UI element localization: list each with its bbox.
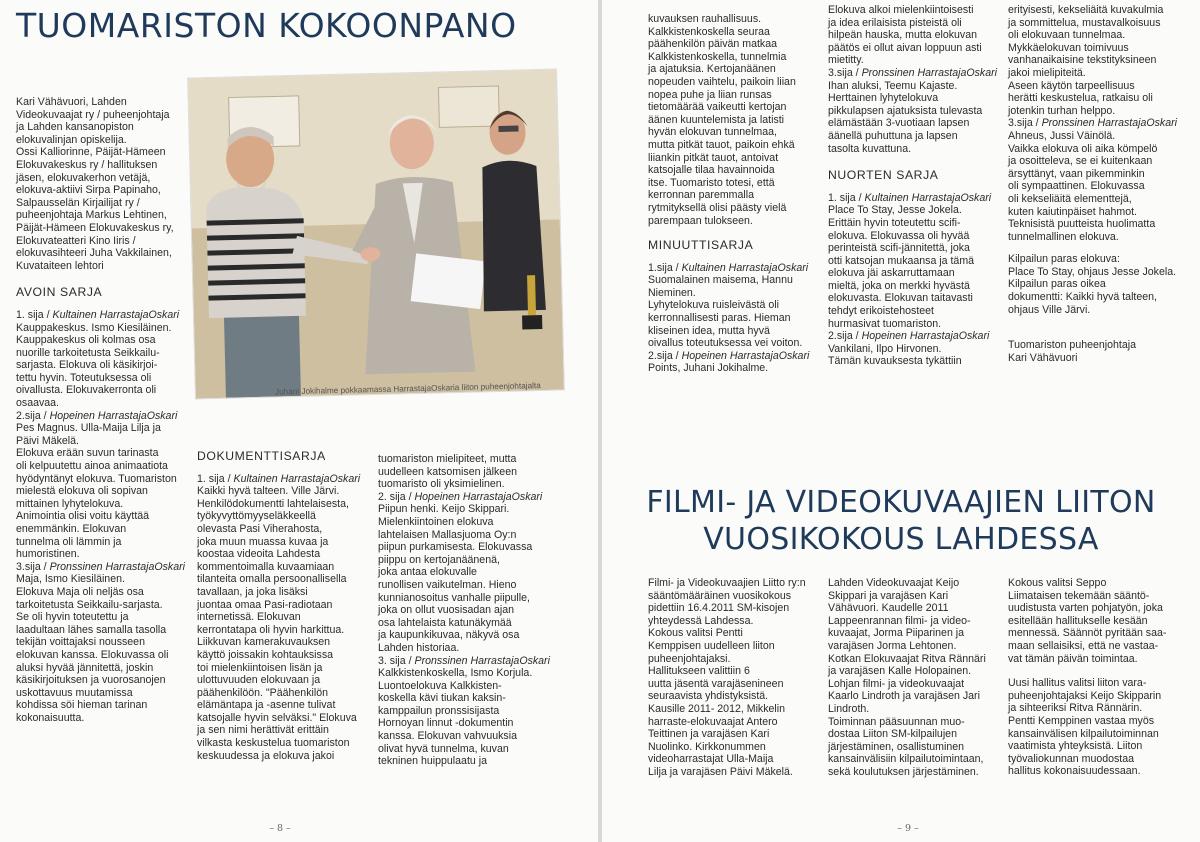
left-column-3 xyxy=(378,453,556,768)
min-3: 3.sija / Pronssinen HarrastajaOskari xyxy=(828,66,997,79)
left-page xyxy=(0,0,598,842)
nuo-2-text-continued: erityisesti, kekseliäitä kuvakulmia ja sommittelua, mustavalkoisuus oli elokuvaan tunnelmaa. Mykkäelokuvan toimivuus vanhanaikaisine tekstityksineen jakoi mielipiteitä. Aseen käytön tarpeellisuus herätti keskustelua, ratkaisu oli jotenkin turhan helppo. xyxy=(1008,4,1164,117)
right-column-1 xyxy=(648,13,820,375)
min-2-text-continued: Elokuva alkoi mielenkiintoisesti ja idea erilaisista pisteistä oli hilpeän hauska, mutta elokuvan päätös ei ollut aivan loppuun asti mietitty. xyxy=(828,4,982,67)
min-2-text: Points, Juhani Jokihalme. xyxy=(648,362,769,375)
nuo-2: 2.sija / Hopeinen HarrastajaOskari xyxy=(828,330,990,343)
article-para-7: Kokous valitsi Seppo Liimataisen tekemään sääntö- uudistusta varten pohjatyön, joka esitellään hallitukselle kesään mennessä. Säännöt pyritään saa- maan sellaisiksi, että ne vastaa- vat tämän päivän toimintaa. xyxy=(1008,577,1167,665)
dokumenttisarja-heading: DOKUMENTTISARJA xyxy=(197,449,326,463)
dok-1-text: Kaikki hyvä talteen. Ville Järvi. Henkilödokumentti lahtelaisesta, työkyvyttömyyseläkkeellä olevasta Pasi Viherahosta, joka muun muassa kuvaa ja koostaa videoita Lahdesta kommentoimalla kuvaamiaan tilanteita omalla persoonallisella tavallaan, ja joka lisäksi juontaa omaa Pasi-radiotaan internetissä. Elokuvan kerrontatapa oli hyvin harkittua. Liikkuvan kamerakuvauksen käyttö joissakin kohtauksissa toi mielenkiintoisen lisän ja ulottuvuuden elokuvaan ja päähenkilöön. "Päähenkilön elämäntapa ja -asenne tulivat katsojalle hyvin selväksi." Elokuva ja sen nimi herättivät erittäin vilkasta keskustelua tuomariston keskuudessa ja elokuva jakoi xyxy=(197,485,357,762)
avoin-1: 1. sija / Kultainen HarrastajaOskari xyxy=(16,308,180,321)
article-title-line-1: FILMI- JA VIDEOKUVAAJIEN LIITON xyxy=(646,485,1156,520)
nuorten-sarja-heading: NUORTEN SARJA xyxy=(828,168,939,183)
page-number-left: – 8 – xyxy=(269,823,291,834)
article-para-2: Kokous valitsi Pentti Kemppisen uudelleen liiton puheenjohtajaksi. xyxy=(648,627,775,665)
article-title xyxy=(602,484,1200,558)
award-photo xyxy=(188,70,564,399)
avoin-3-text: Maja, Ismo Kiesiläinen. Elokuva Maja oli neljäs osa tarkoitetusta Seikkailu-sarjasta. Se oli hyvin toteutettu ja laadultaan lähes samalla tasolla tekijän voittajaksi nousseen elokuvan kanssa. Elokuvassa oli aluksi hyvää jännitettä, joskin käsikirjoituksen ja vuorosanojen uskottavuus muutamissa kohdissa söi hieman tarinan kokonaisuutta. xyxy=(16,573,169,724)
dok-2-text: Piipun henki. Keijo Skippari. Mielenkiintoinen elokuva lahtelaisen Mallasjuoma Oy:n piipun purkamisesta. Elokuvassa piippu on kertojanäänenä, joka antaa elokuvalle runollisen vaikutelman. Hieno kunnianosoitus vanhalle piipulle, joka on ollut vuosisadan ajan osa lahtelaista katunäkymää ja kaupunkikuvaa, näkyvä osa Lahden historiaa. xyxy=(378,503,533,654)
dok-3-text: Kalkkistenkoskella, Ismo Korjula. Luontoelokuva Kalkkisten- koskella kävi tiukan kaksin- kamppailun pronssisijasta Hornoyan linnut -dokumentin kanssa. Elokuvan vahvuuksia olivat hyvä tunnelma, kuvan tekninen huippulaatu ja xyxy=(378,667,533,768)
article-para-1: Filmi- ja Videokuvaajien Liitto ry:n sääntömääräinen vuosikokous pidettiin 16.4.2011 SM-kisojen yhteydessä Lahdessa. xyxy=(648,577,806,627)
right-column-2 xyxy=(828,4,1008,368)
min-1-text: Suomalainen maisema, Hannu Nieminen. Lyhytelokuva ruisleivästä oli kerronnallisesti paras. Hieman kliseinen idea, mutta hyvä oivallus toteutuksessa vei voiton. xyxy=(648,274,803,350)
nuo-2-text: Vankilani, Ilpo Hirvonen. Tämän kuvauksesta tykättiin xyxy=(828,342,962,368)
page-title: TUOMARISTON KOKOONPANO xyxy=(16,6,517,45)
nuo-3-text: Ahneus, Jussi Väinölä. Vaikka elokuva oli aika kömpelö ja osoitteleva, se ei kuitenkaan ärsyttänyt, vaan pikemminkin oli sympaattinen. Elokuvassa oli kekseliäitä elementtejä, kuten kaiutinpäiset hahmot. Teknisistä puutteista huolimatta tunnelmallinen elokuva. xyxy=(1008,129,1158,243)
dok-1-text-continued: tuomariston mielipiteet, mutta uudelleen katsomisen jälkeen tuomaristo oli yksimielinen. xyxy=(378,453,517,491)
page-number-right: – 9 – xyxy=(897,823,919,834)
nuo-3: 3.sija / Pronssinen HarrastajaOskari xyxy=(1008,117,1177,130)
article-column-3 xyxy=(1008,577,1194,778)
avoin-2-text: Pes Magnus. Ulla-Maija Lilja ja Päivi Mäkelä. Elokuva erään suvun tarinasta oli kelpuutettu ainoa animaatiota hyödyntänyt elokuva. Tuomariston mielestä elokuva oli sopivan mittainen lyhytelokuva. Animointia olisi voitu käyttää enemmänkin. Elokuvan tunnelma oli lämmin ja humoristinen. xyxy=(16,422,177,561)
dok-2: 2. sija / Hopeinen HarrastajaOskari xyxy=(378,490,543,503)
best-films: Kilpailun paras elokuva: Place To Stay, ohjaus Jesse Jokela. Kilpailun paras oikea dokumentti: Kaikki hyvä talteen, ohjaus Ville Järvi. xyxy=(1008,253,1177,316)
article-title-line-2: VUOSIKOKOUS LAHDESSA xyxy=(703,522,1099,557)
article-para-5: Lahden Videokuvaajat Keijo Skippari ja varajäsen Kari Vähävuori. Kaudelle 2011 Lappeenrannan filmi- ja video- kuvaajat, Jorma Piiparinen ja varajäsen Jorma Lehtonen. Kotkan Elokuvaajat Ritva Rännäri ja varajäsen Kalle Holopainen. Lohjan filmi- ja videokuvaajat Kaarlo Lindroth ja varajäsen Jari Lindroth. xyxy=(828,577,986,715)
dok-3-text-continued: kuvauksen rauhallisuus. Kalkkistenkoskella seuraa päähenkilön päivän matkaa Kalkkistenkoskella, tunnelmia ja ajatuksia. Kertojanäänen nopeuden vaihtelu, paikoin liian nopea puhe ja liian runsas tietomäärää vaikeutti kertojan äänen kuuntelemista ja latisti hyvän elokuvan tunnelmaa, mutta pitkät tauot, paikoin ehkä liiankin pitkät tauot, antoivat katsojalle tilaa havainnoida itse. Tuomaristo totesi, että kerronnan paremmalla rytmityksellä olisi päästy vielä parempaan tulokseen. xyxy=(648,13,796,227)
min-1: 1.sija / Kultainen HarrastajaOskari xyxy=(648,261,809,274)
left-column-2 xyxy=(197,436,375,762)
left-column-1 xyxy=(16,96,192,725)
min-2: 2.sija / Hopeinen HarrastajaOskari xyxy=(648,349,810,362)
article-para-6: Toiminnan pääsuunnan muo- dostaa Liiton SM-kilpailujen järjestäminen, osallistuminen kansainvälisiin kilpailutoimintaan, sekä koulutuksen järjestäminen. xyxy=(828,715,984,778)
min-3-text: Ihan aluksi, Teemu Kajaste. Herttainen lyhytelokuva pikkulapsen ajatuksista tulevasta elämästään 3-vuotiaan lapsen äänellä puhuttuna ja lapsen tasolta kuvattuna. xyxy=(828,79,983,155)
article-para-4: Kausille 2011- 2012, Mikkelin harraste-elokuvaajat Antero Teittinen ja varajäsen Kari Nuolinko. Kirkkonummen videoharrastajat Ulla-Maija Lilja ja varajäsen Päivi Mäkelä. xyxy=(648,702,793,778)
avoin-3: 3.sija / Pronssinen HarrastajaOskari xyxy=(16,560,185,573)
article-column-1 xyxy=(648,577,828,779)
right-column-3 xyxy=(1008,4,1194,364)
article-column-2 xyxy=(828,577,1008,779)
nuo-1: 1. sija / Kultainen HarrastajaOskari xyxy=(828,191,992,204)
avoin-2: 2.sija / Hopeinen HarrastajaOskari xyxy=(16,409,178,422)
dok-1: 1. sija / Kultainen HarrastajaOskari xyxy=(197,472,361,485)
avoin-sarja-heading: AVOIN SARJA xyxy=(16,285,103,300)
photo-caption: Juhani Jokihalme pokkaamassa HarrastajaOskaria liiton puheenjohtajalta xyxy=(274,381,541,397)
nuo-1-text: Place To Stay, Jesse Jokela. Erittäin hyvin toteutettu scifi- elokuva. Elokuvassa oli hyvää perinteistä scifi-jännitettä, joka otti katsojan mukaansa ja tämä elokuva jäi askarruttamaan mieltä, joka on merkki hyvästä elokuvasta. Elokuvan taitavasti tehdyt erikoistehosteet hurmasivat tuomariston. xyxy=(828,204,975,330)
avoin-1-text: Kauppakeskus. Ismo Kiesiläinen. Kauppakeskus oli kolmas osa nuorille tarkoitetusta Seikkailu- sarjasta. Elokuva oli käsikirjoi- tettu hyvin. Toteutuksessa oli oivallusta. Elokuvakerronta oli osaavaa. xyxy=(16,321,172,410)
article-para-3: Hallitukseen valittiin 6 uutta jäsentä varajäsenineen seuraavista yhdistyksistä. xyxy=(648,665,784,703)
signature: Tuomariston puheenjohtaja Kari Vähävuori xyxy=(1008,339,1136,364)
jury-intro: Kari Vähävuori, Lahden Videokuvaajat ry / puheenjohtaja ja Lahden kansanopiston elokuvalinjan opiskelija. Ossi Kalliorinne, Päijät-Hämeen Elokuvakeskus ry / hallituksen jäsen, elokuvakerhon vetäjä, elokuva-aktiivi Sirpa Papinaho, Salpausselän Kirjailijat ry / puheenjohtaja Markus Lehtinen, Päijät-Hämeen Elokuvakeskus ry, Elokuvateatteri Kino Iiris / elokuvasihteeri Juha Vakkilainen, Kuvataiteen lehtori xyxy=(16,96,174,272)
minuuttisarja-heading: MINUUTTISARJA xyxy=(648,238,754,253)
right-page xyxy=(602,0,1200,842)
dok-3: 3. sija / Pronssinen HarrastajaOskari xyxy=(378,654,550,667)
article-para-9: Pentti Kemppinen vastaa myös kansainvälisen kilpailutoiminnan vaatimista yhteyksistä. Liiton työvaliokunnan muodostaa hallitus kokonaisuudessaan. xyxy=(1008,714,1159,778)
article-para-8: Uusi hallitus valitsi liiton vara- puheenjohtajaksi Keijo Skipparin ja sihteeriksi Ritva Rännärin. xyxy=(1008,677,1162,715)
